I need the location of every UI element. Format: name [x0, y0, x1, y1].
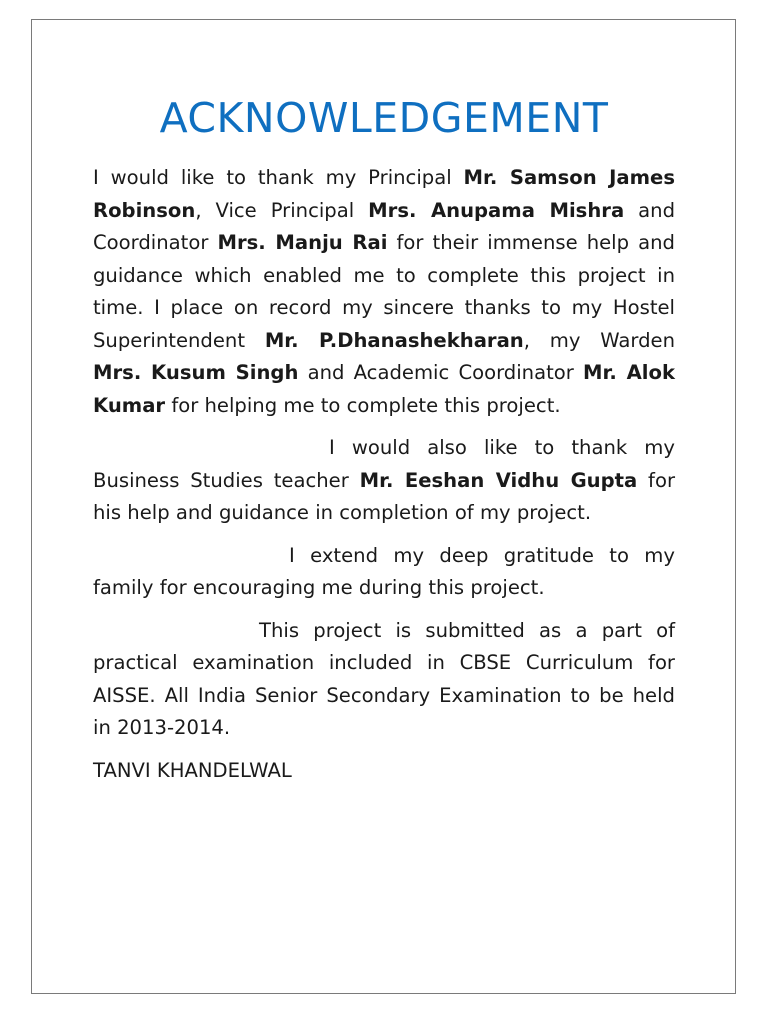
- paragraph-submission-note: [93, 615, 675, 745]
- bold-name: Mrs. Manju Rai: [217, 231, 388, 254]
- text-run: This project is submitted as a part of practical examination included in CBSE Curriculum for AISSE. All India Senior Secondary Examination to be held in 2013-2014.: [93, 618, 675, 739]
- bold-name: Mrs. Kusum Singh: [93, 361, 299, 384]
- bold-name: Mr. Alok Kumar: [93, 361, 675, 417]
- bold-name: Mr. Samson James Robinson: [93, 166, 676, 222]
- text-run: for helping me to complete this project.: [165, 393, 561, 417]
- signature-name: TANVI KHANDELWAL: [93, 758, 292, 782]
- text-run: , my Warden: [523, 328, 675, 352]
- document-title: ACKNOWLEDGEMENT: [159, 94, 609, 142]
- text-run: for his help and guidance in completion of my project.: [93, 468, 675, 524]
- text-run: I extend my deep gratitude to my family for encouraging me during this project.: [93, 543, 675, 599]
- bold-name: Mr. P.Dhanashekharan: [264, 328, 524, 352]
- text-run: I would also like to thank my Business Studies teacher: [93, 436, 675, 492]
- text-run: and Coordinator: [93, 198, 676, 254]
- document-body: [93, 162, 675, 787]
- text-run: , Vice Principal: [195, 198, 369, 222]
- text-run: and Academic Coordinator: [298, 361, 584, 384]
- text-run: for their immense help and guidance which enabled me to complete this project in time. I place on record my sincere thanks to my Hostel Superintendent: [93, 231, 675, 352]
- text-run: I would like to thank my Principal: [93, 166, 464, 189]
- paragraph-principal-thanks: [93, 162, 675, 422]
- bold-name: Mrs. Anupama Mishra: [368, 198, 625, 222]
- paragraph-family-thanks: [93, 540, 675, 605]
- bold-name: Mr. Eeshan Vidhu Gupta: [359, 468, 638, 492]
- paragraph-teacher-thanks: [93, 432, 675, 530]
